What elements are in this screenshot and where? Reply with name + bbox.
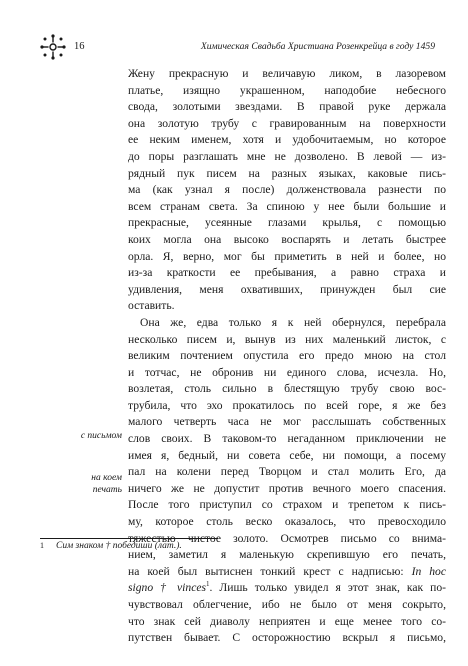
text-line: ничего же не допустит против вечного моего спасения. [128, 481, 446, 495]
text-line: путствен бывает. С осторожностию вскрыл я письмо, [128, 631, 446, 645]
text-line: После того приступил со страхом и трепетом к пись- [128, 498, 446, 512]
text-line: чувствовал облегчение, ибо не было от меня сокрыто, [128, 598, 446, 611]
footnote-number: 1 [40, 541, 44, 550]
page-number: 16 [74, 41, 85, 52]
text-line: оставить. [128, 299, 175, 313]
margin-note-letter: с письмом [80, 431, 122, 441]
running-head: Химическая Свадьба Христиана Розенкрейца в году 1459 [200, 41, 435, 52]
text-line: му, которое столь веско оказалось, что превосходило [128, 515, 446, 529]
text-line [128, 564, 446, 581]
text-line: из-за краткости ее пребывания, а равно страха и [128, 266, 446, 280]
body-text [128, 66, 446, 647]
text-fragment: Лишь только увидел я этот знак, как по- [212, 581, 447, 595]
text-line: и тотчас, не обронив ни единого слова, исчезла. Но, [128, 365, 446, 379]
text-line: трубила, что эхо прокатилось по всей горе, я же без [128, 398, 446, 412]
footnote-reference: 1 [206, 580, 210, 589]
text-line: пал на колени перед Творцом и стал молить Его, да [128, 465, 446, 479]
text-line: Жену прекрасную и величавую ликом, в лазоревом [128, 67, 446, 80]
text-line: ма (как узнал я после) долженствовала разнести по [128, 183, 446, 197]
text-line: удивления, меня охвативших, принужден был сие [128, 282, 446, 296]
text-line: свода, золотыми звездами. В правой руке держала [128, 100, 446, 114]
text-line: она золотую трубу с гравированным на поверхности [128, 116, 446, 130]
text-line: несколько писем и, вынув из них маленький листок, с [128, 332, 446, 346]
text-line: signo † vinces$^1$. Лишь только увидел я этот знак, как по- [128, 580, 447, 595]
text-line: прекрасные, усеянные глазами крылья, с помощью [128, 216, 446, 230]
text-line: возлетая, столь сильно в блестящую трубу свою вос- [128, 382, 446, 396]
text-line: платье, изящно украшенном, наподобие небесного [128, 83, 446, 97]
text-line: ее неким именем, хотя и удобочитаемым, но которое [128, 133, 446, 147]
text-line: имея я, бедный, ни совета себе, ни помощи, а посему [128, 448, 446, 462]
text-line: великим почтением опустила его предо мною на стол [128, 349, 446, 363]
text-line: рядный пук писем на разных языках, каковые пись- [128, 166, 446, 180]
footnote [40, 541, 182, 551]
text-line: тяжестью чистое золото. Осмотрев письмо со внима- [128, 531, 446, 545]
latin-motto-start: In hoc [411, 564, 446, 578]
text-line: что знак сей диаволу неприятен и еще менее того со- [128, 614, 446, 628]
text-line: всем странам света. За спиною у нее были большие и [128, 199, 446, 213]
text-line: орла. Я, верно, мог бы приметить в ней и более, но [128, 249, 446, 263]
text-line: коих могла она высоко воспарять и летать быстрее [128, 232, 446, 246]
margin-note-seal: на коем печать [91, 473, 122, 495]
text-line: малого четверть часа не мог расслышать собственных [128, 415, 446, 429]
text-line: Она же, едва только я к ней обернулся, перебрала [140, 315, 446, 329]
text-line: до поры разглашать мне не дозволено. В левой — из- [128, 149, 446, 163]
footnote-text: Сим знаком † победиши (лат.). [56, 541, 182, 551]
text-line: нием, заметил я маленькую скрепившую его печать, [128, 548, 446, 562]
latin-motto-end: signo † vinces [128, 581, 207, 595]
text-line: слов своих. В таковом-то негаданном приключении не [128, 432, 446, 446]
rosicrucian-ornament-icon [40, 34, 66, 60]
footnote-divider [40, 538, 218, 539]
text-fragment: на коей был вытиснен тонкий крест с надписью: [128, 564, 412, 578]
